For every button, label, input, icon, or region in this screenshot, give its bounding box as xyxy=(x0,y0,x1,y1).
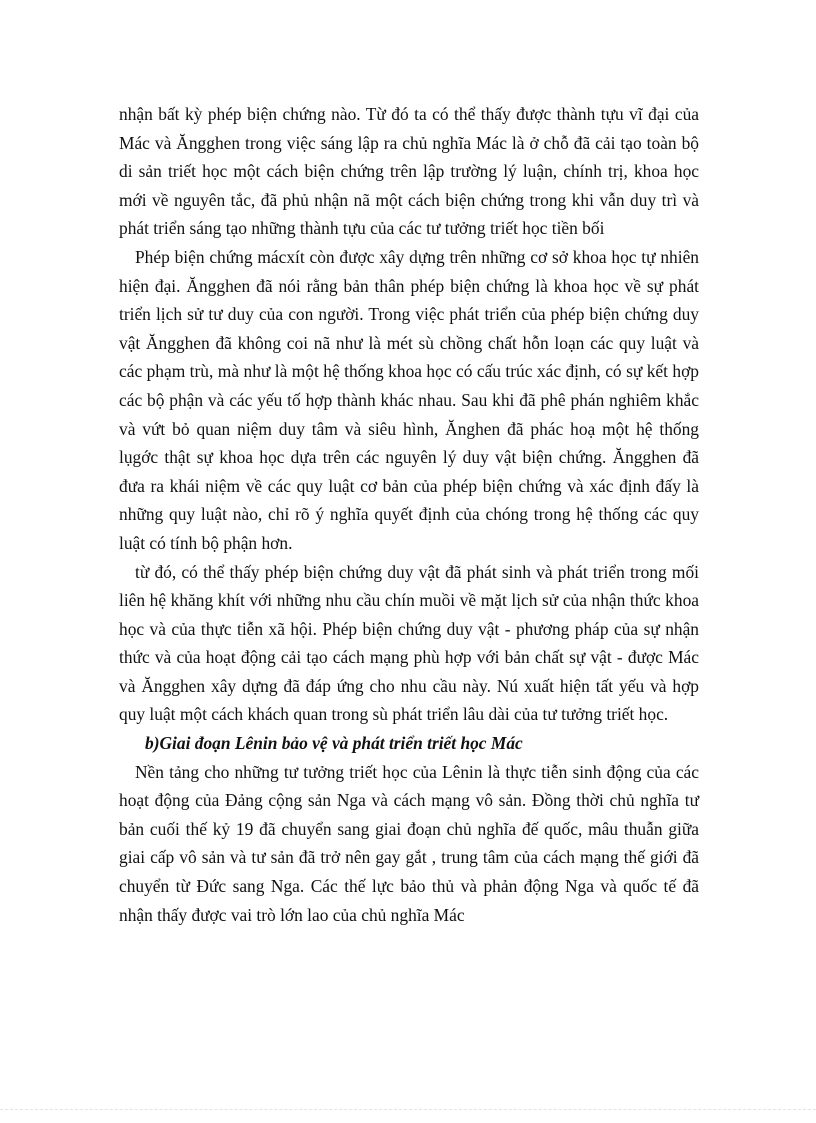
body-paragraph-2: Phép biện chứng mácxít còn được xây dựng trên những cơ sở khoa học tự nhiên hiện đại. Ăngghen đã nói rằng bản thân phép biện chứng là khoa học về sự phát triển lịch sử tư duy của con người. Trong việc phát triển của phép biện chứng duy vật Ăngghen đã không coi nã như là mét sù chồng chất hỗn loạn các quy luật và các phạm trù, mà như là một hệ thống khoa học có cấu trúc xác định, có sự kết hợp các bộ phận và các yếu tố hợp thành khác nhau. Sau khi đã phê phán nghiêm khắc và vứt bỏ quan niệm duy tâm và siêu hình, Ănghen đã phác hoạ một hệ thống lụgớc thật sự khoa học dựa trên các nguyên lý duy vật biện chứng. Ăngghen đã đưa ra khái niệm về các quy luật cơ bản của phép biện chứng và xác định đấy là những quy luật nào, chỉ rõ ý nghĩa quyết định của chóng trong hệ thống các quy luật có tính bộ phận hơn. xyxy=(119,246,699,553)
page-bottom-divider xyxy=(0,1109,816,1110)
body-paragraph-4: Nền tảng cho những tư tưởng triết học của Lênin là thực tiễn sinh động của các hoạt động của Đảng cộng sản Nga và cách mạng vô sản. Đồng thời chủ nghĩa tư bản cuối thế kỷ 19 đã chuyển sang giai đoạn chủ nghĩa đế quốc, mâu thuẫn giữa giai cấp vô sản và tư sản đã trở nên gay gắt , trung tâm của cách mạng thế giới đã chuyển từ Đức sang Nga. Các thế lực bảo thủ và phản động Nga và quốc tế đã nhận thấy được vai trò lớn lao của chủ nghĩa Mác xyxy=(119,761,699,925)
document-page xyxy=(119,100,699,929)
body-paragraph-1: nhận bất kỳ phép biện chứng nào. Từ đó ta có thể thấy được thành tựu vĩ đại của Mác và Ăngghen trong việc sáng lập ra chủ nghĩa Mác là ở chỗ đã cải tạo toàn bộ di sản triết học một cách biện chứng trên lập trường lý luận, chính trị, khoa học mới về nguyên tắc, đã phủ nhận nã một cách biện chứng trong khi vẫn duy trì và phát triển sáng tạo những thành tựu của các tư tưởng triết học tiền bối xyxy=(119,104,699,239)
body-paragraph-3: từ đó, có thể thấy phép biện chứng duy vật đã phát sinh và phát triển trong mối liên hệ khăng khít với những nhu cầu chín muồi về mặt lịch sử của nhận thức khoa học và của thực tiễn xã hội. Phép biện chứng duy vật - phương pháp của sự nhận thức và của hoạt động cải tạo cách mạng phù hợp với bản chất sự vật - được Mác và Ăngghen xây dựng đã đáp ứng cho nhu cầu này. Nú xuất hiện tất yếu và hợp quy luật một cách khách quan trong sù phát triển lâu dài của tư tưởng triết học. xyxy=(119,561,699,725)
section-heading: b)Giai đoạn Lênin bảo vệ và phát triển triết học Mác xyxy=(145,733,523,754)
